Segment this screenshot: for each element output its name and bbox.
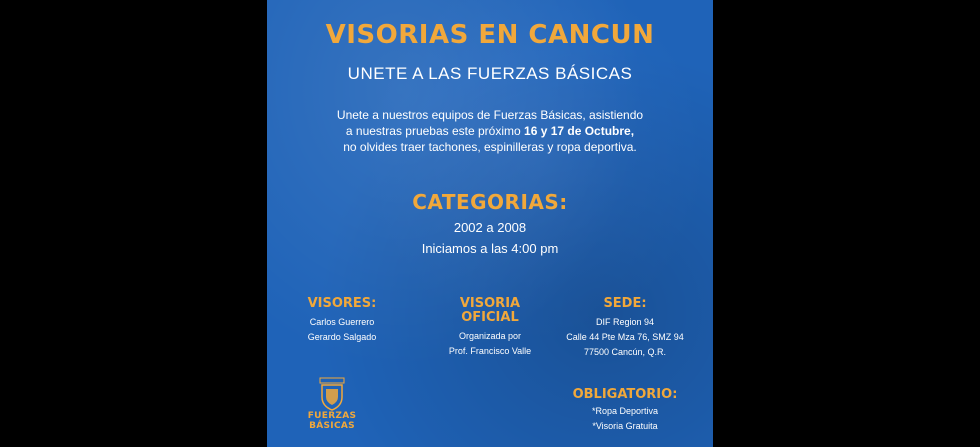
logo-line-2: BÁSICAS: [309, 421, 355, 431]
categories-time: Iniciamos a las 4:00 pm: [421, 241, 559, 256]
sede-section: [550, 297, 700, 360]
categories-years: 2002 a 2008: [453, 220, 527, 235]
intro-line-2: [267, 123, 713, 139]
visores-heading: VISORES:: [307, 296, 377, 311]
visor-name: Gerardo Salgado: [307, 332, 377, 342]
tigres-crest-icon: [319, 377, 345, 411]
oficial-heading: [422, 297, 558, 325]
obligatorio-item: *Ropa Deportiva: [591, 406, 659, 416]
sede-line: DIF Region 94: [595, 317, 655, 327]
poster: [267, 0, 713, 447]
oficial-line-1: Organizada por: [458, 331, 522, 341]
intro-dates: 16 y 17 de Octubre,: [524, 124, 635, 138]
oficial-heading-line-1: VISORIA: [459, 296, 521, 311]
oficial-line-2: Prof. Francisco Valle: [448, 346, 532, 356]
fuerzas-basicas-logo: [307, 377, 357, 441]
intro-text: [267, 107, 713, 155]
intro-line-1: Unete a nuestros equipos de Fuerzas Básicas, asistiendo: [336, 108, 644, 122]
poster-subtitle: UNETE A LAS FUERZAS BÁSICAS: [347, 64, 633, 83]
intro-line-3: no olvides traer tachones, espinilleras y ropa deportiva.: [343, 140, 637, 154]
obligatorio-section: [557, 388, 693, 434]
oficial-heading-line-2: OFICIAL: [461, 310, 519, 325]
logo-line-1: FUERZAS: [307, 411, 357, 421]
sede-line: Calle 44 Pte Mza 76, SMZ 94: [566, 332, 684, 342]
sede-heading: SEDE:: [603, 296, 647, 311]
visores-section: [277, 297, 407, 345]
intro-line-2-prefix: a nuestras pruebas este próximo: [345, 124, 525, 138]
visoria-oficial-section: [422, 297, 558, 359]
sede-line: 77500 Cancún, Q.R.: [583, 347, 667, 357]
obligatorio-item: *Visoria Gratuita: [592, 421, 658, 431]
categories-heading: CATEGORIAS:: [412, 190, 568, 214]
obligatorio-heading: OBLIGATORIO:: [572, 387, 678, 402]
poster-title: VISORIAS EN CANCUN: [325, 20, 655, 50]
visor-name: Carlos Guerrero: [309, 317, 375, 327]
